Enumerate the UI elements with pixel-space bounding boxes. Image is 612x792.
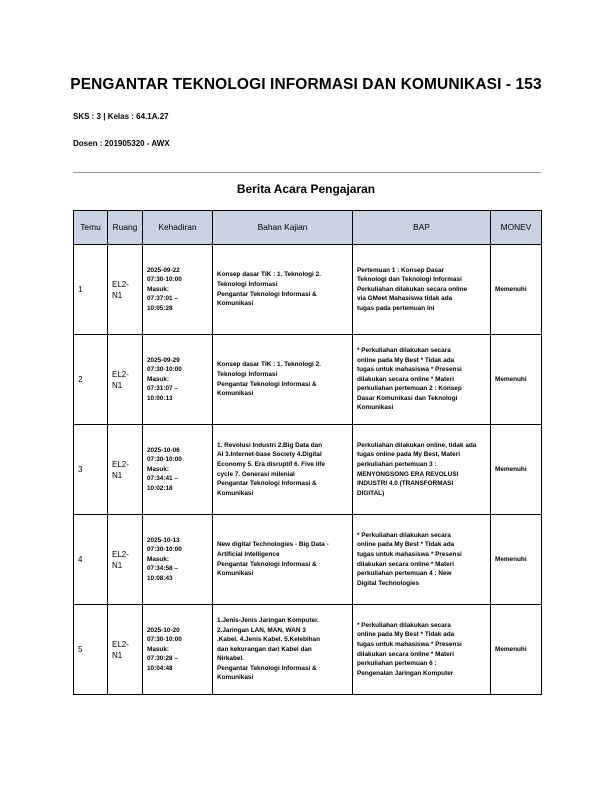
cell-kehadiran-line: 2025-09-22 xyxy=(147,266,180,274)
cell-bap-line: perkuliahan pertemuan 2 : Konsep xyxy=(357,385,462,393)
header-bahan-kajian: Bahan Kajian xyxy=(213,211,353,245)
cell-kehadiran-line: 2025-09-29 xyxy=(147,356,180,364)
cell-kehadiran xyxy=(143,245,213,335)
cell-ruang-line: EL2- xyxy=(112,369,129,379)
header-kehadiran: Kehadiran xyxy=(143,211,213,245)
cell-bap-line: perkuliahan pertemuan 4 : New xyxy=(357,570,452,578)
cell-temu: 1 xyxy=(74,245,108,335)
cell-ruang-line: N1 xyxy=(112,380,123,390)
cell-bahan-kajian-line: Komunikasi xyxy=(217,674,254,682)
cell-bap-line: perkuliahan pertemuan 3 : xyxy=(357,460,437,468)
section-title: Berita Acara Pengajaran xyxy=(236,182,376,196)
cell-bahan-kajian-line: 2.Jaringan LAN, MAN, WAN 3 xyxy=(217,626,306,634)
cell-monev: Memenuhi xyxy=(491,245,542,335)
header-monev: MONEV xyxy=(491,211,542,245)
cell-temu: 2 xyxy=(74,335,108,425)
cell-kehadiran-line: 10:04:48 xyxy=(147,664,173,672)
cell-bap xyxy=(353,425,491,515)
cell-bap xyxy=(353,515,491,605)
cell-bap-line: dilakukan secara online * Materi xyxy=(357,650,454,658)
table-row xyxy=(74,605,542,695)
table-header-row xyxy=(74,211,542,245)
cell-kehadiran xyxy=(143,515,213,605)
cell-temu: 4 xyxy=(74,515,108,605)
teaching-report-table xyxy=(73,210,542,695)
cell-bahan-kajian xyxy=(213,335,353,425)
cell-bap-line: Teknologi dan Teknologi Informasi xyxy=(357,276,462,284)
cell-bap-line: * Perkuliahan dilakukan secara xyxy=(357,531,451,539)
cell-bahan-kajian-line: AI 3.Internet-base Society 4.Digital xyxy=(217,451,322,459)
cell-bahan-kajian-line: dan kekurangan dari Kabel dan xyxy=(217,645,312,653)
cell-bap-line: Dasar Komunikasi dan Teknologi xyxy=(357,394,458,402)
table-row xyxy=(74,335,542,425)
cell-kehadiran-line: 07:34:41 – xyxy=(147,475,178,483)
header-temu: Temu xyxy=(74,211,108,245)
cell-bahan-kajian-line: Pengantar Teknologi Informasi & xyxy=(217,290,317,298)
cell-bahan-kajian xyxy=(213,605,353,695)
cell-kehadiran-line: 07:37:01 – xyxy=(147,295,178,303)
header-bap: BAP xyxy=(353,211,491,245)
cell-bap-line: via GMeet Mahasiswa tidak ada xyxy=(357,295,453,303)
divider xyxy=(73,172,541,173)
cell-bahan-kajian-line: Pengantar Teknologi Informasi & xyxy=(217,380,317,388)
cell-bap-line: Perkuliahan dilakukan online, tidak ada xyxy=(357,441,477,449)
cell-bahan-kajian-line: Pengantar Teknologi Informasi & xyxy=(217,560,317,568)
cell-bap-line: Perkuliahan dilakukan secara online xyxy=(357,285,468,293)
cell-ruang-line: EL2- xyxy=(112,549,129,559)
table-row xyxy=(74,245,542,335)
cell-kehadiran-line: 07:30:28 – xyxy=(147,655,178,663)
cell-bahan-kajian-line: 1. Revolusi Industri 2.Big Data dan xyxy=(217,441,323,449)
cell-bahan-kajian xyxy=(213,425,353,515)
cell-kehadiran-line: 07:30-10:00 xyxy=(147,636,182,644)
cell-bap xyxy=(353,335,491,425)
cell-kehadiran-line: Masuk: xyxy=(147,465,170,473)
header-ruang: Ruang xyxy=(108,211,143,245)
cell-bahan-kajian-line: New digital Technologies - Big Data - xyxy=(217,541,329,549)
cell-bap-line: Pengenalan Jaringan Komputer xyxy=(357,669,454,677)
cell-bahan-kajian-line: Komunikasi xyxy=(217,390,254,398)
cell-ruang-line: N1 xyxy=(112,560,123,570)
cell-bahan-kajian-line: Komunikasi xyxy=(217,489,254,497)
cell-temu: 5 xyxy=(74,605,108,695)
cell-bahan-kajian-line: Konsep dasar TIK : 1. Teknologi 2. xyxy=(217,361,321,369)
course-title: PENGANTAR TEKNOLOGI INFORMASI DAN KOMUNIKASI - 153 xyxy=(70,76,542,93)
cell-kehadiran xyxy=(143,605,213,695)
cell-bap-line: Pertemuan 1 : Konsep Dasar xyxy=(357,266,445,274)
cell-bap-line: online pada My Best * Tidak ada xyxy=(357,541,455,549)
cell-ruang xyxy=(108,245,143,335)
cell-ruang xyxy=(108,335,143,425)
cell-ruang-line: EL2- xyxy=(112,459,129,469)
cell-bap-line: perkuliahan pertemuan 6 : xyxy=(357,660,437,668)
cell-bap-line: MENYONGSONG ERA REVOLUSI xyxy=(357,470,459,478)
cell-ruang-line: EL2- xyxy=(112,639,129,649)
cell-kehadiran-line: 07:30-10:00 xyxy=(147,456,182,464)
cell-bap-line: INDUSTRI 4.0 (TRANSFORMASI xyxy=(357,480,454,488)
cell-kehadiran xyxy=(143,335,213,425)
cell-bap-line: * Perkuliahan dilakukan secara xyxy=(357,346,451,354)
cell-kehadiran-line: 07:30-10:00 xyxy=(147,366,182,374)
cell-bahan-kajian-line: cycle 7. Generasi milenial xyxy=(217,470,295,478)
cell-bap-line: dilakukan secara online * Materi xyxy=(357,375,454,383)
cell-kehadiran-line: 2025-10-06 xyxy=(147,446,180,454)
cell-bap-line: tugas untuk mahasiswa * Presensi xyxy=(357,366,462,374)
cell-ruang xyxy=(108,425,143,515)
cell-bahan-kajian-line: Teknologi Informasi xyxy=(217,370,278,378)
cell-kehadiran-line: Masuk: xyxy=(147,285,170,293)
cell-temu: 3 xyxy=(74,425,108,515)
cell-ruang-line: EL2- xyxy=(112,279,129,289)
cell-kehadiran-line: 07:34:58 – xyxy=(147,565,178,573)
cell-bahan-kajian xyxy=(213,515,353,605)
cell-bap-line: Digital Technologies xyxy=(357,579,420,587)
cell-bap-line: tugas online pada My Best, Materi xyxy=(357,451,460,459)
cell-ruang-line: N1 xyxy=(112,470,123,480)
cell-monev: Memenuhi xyxy=(491,335,542,425)
cell-kehadiran-line: 2025-10-13 xyxy=(147,536,180,544)
cell-ruang-line: N1 xyxy=(112,650,123,660)
cell-bap-line: DIGITAL) xyxy=(357,489,385,497)
cell-monev: Memenuhi xyxy=(491,425,542,515)
cell-kehadiran-line: 07:30-10:00 xyxy=(147,276,182,284)
cell-bap-line: online pada My Best * Tidak ada xyxy=(357,356,455,364)
cell-bahan-kajian-line: Artificial Intelligence xyxy=(217,550,280,558)
cell-bap-line: online pada My Best * Tidak ada xyxy=(357,631,455,639)
cell-kehadiran-line: 10:08:43 xyxy=(147,574,173,582)
cell-bap-line: tugas pada pertemuan ini xyxy=(357,304,435,312)
cell-kehadiran-line: 07:31:07 – xyxy=(147,385,178,393)
table-row xyxy=(74,515,542,605)
cell-kehadiran-line: Masuk: xyxy=(147,645,170,653)
cell-ruang xyxy=(108,605,143,695)
cell-bahan-kajian-line: Pengantar Teknologi Informasi & xyxy=(217,664,317,672)
cell-bahan-kajian-line: 1.Jenis-Jenis Jaringan Komputer. xyxy=(217,616,319,624)
cell-monev: Memenuhi xyxy=(491,605,542,695)
cell-bahan-kajian-line: Economy 5. Era disruptif 6. Five life xyxy=(217,460,325,468)
cell-kehadiran-line: 2025-10-20 xyxy=(147,626,180,634)
cell-kehadiran xyxy=(143,425,213,515)
cell-bahan-kajian xyxy=(213,245,353,335)
lecturer-info: Dosen : 201905320 - AWX xyxy=(73,139,170,148)
cell-kehadiran-line: Masuk: xyxy=(147,555,170,563)
cell-bahan-kajian-line: Pengantar Teknologi Informasi & xyxy=(217,480,317,488)
cell-bap-line: * Perkuliahan dilakukan secara xyxy=(357,621,451,629)
cell-bap-line: dilakukan secara online * Materi xyxy=(357,560,454,568)
cell-kehadiran-line: 10:02:18 xyxy=(147,484,173,492)
cell-bap xyxy=(353,245,491,335)
sks-class-info: SKS : 3 | Kelas : 64.1A.27 xyxy=(73,112,169,121)
cell-bahan-kajian-line: Komunikasi xyxy=(217,570,254,578)
cell-bahan-kajian-line: .Kabel. 4.Jenis Kabel. 5.Kelebihan xyxy=(217,636,320,644)
cell-kehadiran-line: 07:30-10:00 xyxy=(147,546,182,554)
cell-bap-line: tugas untuk mahasiswa * Presensi xyxy=(357,550,462,558)
cell-bahan-kajian-line: Teknologi Informasi xyxy=(217,280,278,288)
cell-kehadiran-line: 10:05:28 xyxy=(147,304,173,312)
cell-ruang xyxy=(108,515,143,605)
cell-bap xyxy=(353,605,491,695)
cell-bahan-kajian-line: Nirkabel. xyxy=(217,655,244,663)
cell-ruang-line: N1 xyxy=(112,290,123,300)
cell-bap-line: Komunikasi xyxy=(357,404,394,412)
cell-bap-line: tugas untuk mahasiswa * Presensi xyxy=(357,640,462,648)
cell-kehadiran-line: Masuk: xyxy=(147,375,170,383)
cell-bahan-kajian-line: Konsep dasar TIK : 1. Teknologi 2. xyxy=(217,271,321,279)
table-row xyxy=(74,425,542,515)
cell-kehadiran-line: 10:00:13 xyxy=(147,394,173,402)
cell-monev: Memenuhi xyxy=(491,515,542,605)
cell-bahan-kajian-line: Komunikasi xyxy=(217,300,254,308)
